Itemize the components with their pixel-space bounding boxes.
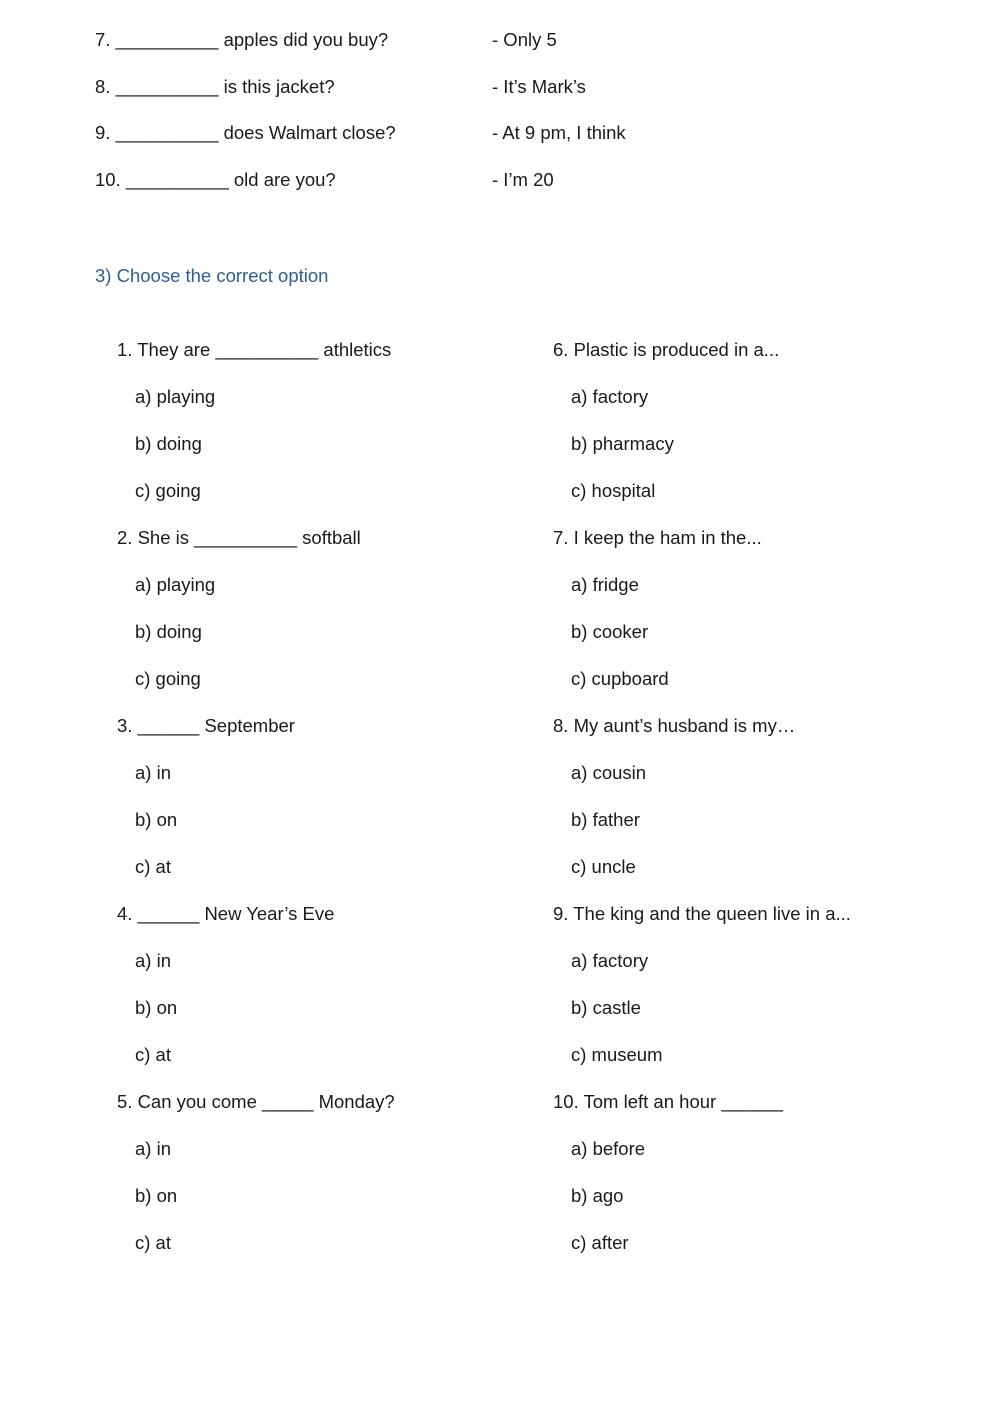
question-text: 9. The king and the queen live in a... [553,903,851,924]
mc-question [117,900,537,1088]
option-c[interactable]: c) cupboard [571,668,669,689]
option-c[interactable]: c) at [135,856,171,877]
option-a[interactable]: a) factory [571,950,649,971]
wh-answer-text: - It’s Mark’s [492,75,586,97]
wh-question-text: 10. __________ old are you? [95,169,336,191]
option-b[interactable]: b) doing [135,433,202,454]
option-b[interactable]: b) on [135,809,178,830]
wh-question-row [95,119,895,166]
mc-question [117,524,537,712]
option-b[interactable]: b) castle [571,997,641,1018]
question-text: 10. Tom left an hour ______ [553,1091,784,1112]
wh-question-row [95,166,895,213]
option-b[interactable]: b) pharmacy [571,433,674,454]
option-c[interactable]: c) going [135,668,201,689]
option-a[interactable]: a) in [135,762,171,783]
mc-question [117,1088,537,1276]
option-a[interactable]: a) in [135,1138,171,1159]
question-text: 7. I keep the ham in the... [553,527,762,548]
option-a[interactable]: a) playing [135,574,216,595]
mc-question [553,1088,973,1276]
question-text: 2. She is __________ softball [117,527,361,548]
mc-question [117,712,537,900]
mc-question [117,336,537,524]
section-3-title: 3) Choose the correct option [95,265,329,286]
question-text: 8. My aunt’s husband is my… [553,715,796,736]
option-a[interactable]: a) factory [571,386,649,407]
option-a[interactable]: a) fridge [571,574,639,595]
question-text: 4. ______ New Year’s Eve [117,903,335,924]
wh-question-text: 9. __________ does Walmart close? [95,122,396,144]
question-text: 3. ______ September [117,715,295,736]
option-c[interactable]: c) going [135,480,201,501]
left-question-column [117,336,537,1276]
wh-question-text: 8. __________ is this jacket? [95,75,335,97]
option-a[interactable]: a) playing [135,386,216,407]
option-b[interactable]: b) cooker [571,621,649,642]
wh-question-text: 7. __________ apples did you buy? [95,29,389,50]
wh-answer-text: - At 9 pm, I think [492,122,626,144]
option-b[interactable]: b) on [135,1185,178,1206]
question-text: 6. Plastic is produced in a... [553,339,780,360]
right-question-column [553,336,973,1276]
option-c[interactable]: c) at [135,1044,171,1065]
option-c[interactable]: c) hospital [571,480,656,501]
option-a[interactable]: a) in [135,950,171,971]
option-b[interactable]: b) ago [571,1185,624,1206]
wh-answer-text: - Only 5 [492,29,557,50]
option-b[interactable]: b) on [135,997,178,1018]
option-a[interactable]: a) before [571,1138,646,1159]
wh-question-row [95,73,895,120]
mc-question [553,336,973,524]
question-text: 1. They are __________ athletics [117,339,392,360]
wh-question-row [95,26,895,73]
mc-question [553,900,973,1088]
option-b[interactable]: b) doing [135,621,202,642]
mc-question [553,524,973,712]
wh-answer-text: - I’m 20 [492,169,554,191]
option-b[interactable]: b) father [571,809,640,830]
option-c[interactable]: c) at [135,1232,171,1253]
option-c[interactable]: c) uncle [571,856,636,877]
question-text: 5. Can you come _____ Monday? [117,1091,395,1112]
option-c[interactable]: c) museum [571,1044,663,1065]
option-c[interactable]: c) after [571,1232,629,1253]
wh-question-list [95,26,895,213]
mc-question [553,712,973,900]
option-a[interactable]: a) cousin [571,762,647,783]
